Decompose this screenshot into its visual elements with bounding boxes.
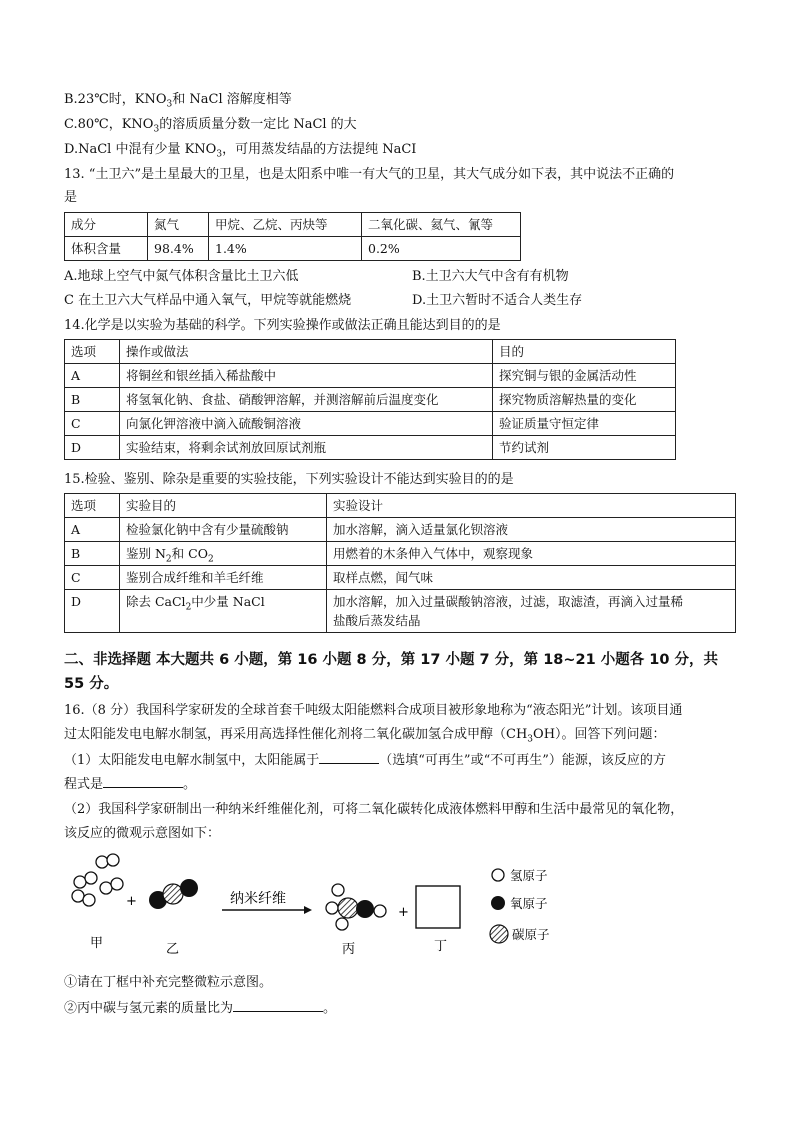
- table-cell: 探究物质溶解热量的变化: [493, 388, 676, 412]
- product-box[interactable]: [416, 886, 460, 928]
- q16-sub2: ②丙中碳与氢元素的质量比为 。: [64, 1001, 337, 1016]
- legend-carbon-icon: [490, 925, 508, 943]
- table-cell: B: [65, 388, 120, 412]
- reaction-arrow: [222, 906, 312, 914]
- answer-blank[interactable]: [319, 751, 379, 764]
- legend-hydrogen: 氢原子: [510, 868, 548, 883]
- table-cell: 实验设计: [327, 494, 736, 518]
- table-cell: C: [65, 566, 120, 590]
- legend-carbon: 碳原子: [512, 927, 550, 942]
- q16-part2: （2）我国科学家研制出一种纳米纤维催化剂，可将二氧化碳转化成液体燃料甲醇和生活中最常见的氧化物，: [64, 802, 684, 817]
- table-cell: 探究铜与银的金属活动性: [493, 364, 676, 388]
- q12-option-d: D.NaCl 中混有少量 $KNO_3$，可用蒸发结晶的方法提纯 NaCI: [64, 142, 417, 160]
- table-cell: 选项: [65, 340, 120, 364]
- table-cell: 加水溶解，加入过量碳酸钠溶液，过滤，取滤渣，再滴入过量稀 盐酸后蒸发结晶: [327, 590, 736, 633]
- table-row: [65, 518, 736, 542]
- table-cell: 将氢氧化钠、食盐、硝酸钾溶解，并测溶解前后温度变化: [120, 388, 493, 412]
- label-bing: 丙: [342, 942, 356, 957]
- table-row: [65, 213, 521, 237]
- table-cell: 鉴别合成纤维和羊毛纤维: [120, 566, 327, 590]
- q13-option-d: D.土卫六暂时不适合人类生存: [412, 293, 583, 308]
- answer-blank[interactable]: [103, 775, 183, 788]
- table-cell: 0.2%: [362, 237, 521, 261]
- molecule-carbon-dioxide: [149, 879, 198, 909]
- table-cell: B: [65, 542, 120, 566]
- table-cell: 成分: [65, 213, 148, 237]
- molecule-methanol: [326, 884, 386, 930]
- q13-stem: 13. “土卫六”是土星最大的卫星，也是太阳系中唯一有大气的卫星，其大气成分如下表，其中说法不正确的: [64, 167, 675, 182]
- label-yi: 乙: [166, 942, 180, 957]
- table-row: [65, 340, 676, 364]
- table-cell: D: [65, 436, 120, 460]
- section-heading: 二、非选择题 本大题共 6 小题，第 16 小题 8 分，第 17 小题 7 分，第 18~21 小题各 10 分，共: [64, 652, 719, 668]
- plus-sign: +: [126, 894, 137, 909]
- table-cell: 98.4%: [148, 237, 209, 261]
- table-cell: 甲烷、乙烷、丙炔等: [209, 213, 362, 237]
- q16-part1-cont: 程式是 。: [64, 777, 197, 792]
- q13-option-b: B.土卫六大气中含有有机物: [412, 269, 569, 284]
- q12-option-c: C.80℃，$KNO_3$的溶质质量分数一定比 NaCl 的大: [64, 117, 357, 135]
- q13-option-a: A.地球上空气中氮气体积含量比土卫六低: [64, 269, 299, 284]
- q16-part2-cont: 该反应的微观示意图如下：: [64, 826, 221, 841]
- q15-table: [64, 493, 736, 633]
- q13-table: [64, 212, 521, 261]
- q14-stem: 14.化学是以实验为基础的科学。下列实验操作或做法正确且能达到目的的是: [64, 318, 501, 333]
- section-heading-cont: 55 分。: [64, 676, 119, 692]
- table-cell: C: [65, 412, 120, 436]
- table-cell: 验证质量守恒定律: [493, 412, 676, 436]
- table-cell: 节约试剂: [493, 436, 676, 460]
- q16-part1: （1）太阳能发电电解水制氢中，太阳能属于 （选填“可再生”或“不可再生”）能源，该反应的方: [64, 753, 666, 768]
- table-row: [65, 364, 676, 388]
- table-row: [65, 388, 676, 412]
- table-cell: 用燃着的木条伸入气体中，观察现象: [327, 542, 736, 566]
- table-cell: 取样点燃，闻气味: [327, 566, 736, 590]
- legend-oxygen: 氧原子: [510, 896, 548, 911]
- table-cell: 选项: [65, 494, 120, 518]
- table-cell: 体积含量: [65, 237, 148, 261]
- table-cell: 实验结束，将剩余试剂放回原试剂瓶: [120, 436, 493, 460]
- table-cell: 操作或做法: [120, 340, 493, 364]
- plus-sign: +: [398, 905, 409, 920]
- table-cell: 向氯化钾溶液中滴入硫酸铜溶液: [120, 412, 493, 436]
- q16-intro: 16.（8 分）我国科学家研发的全球首套千吨级太阳能燃料合成项目被形象地称为“液态阳光”计划。该项目通: [64, 703, 683, 718]
- table-cell: 除去 CaCl$_2$中少量 NaCl: [120, 590, 327, 633]
- q13-stem-cont: 是: [64, 190, 78, 205]
- table-cell: A: [65, 364, 120, 388]
- answer-blank[interactable]: [233, 999, 323, 1012]
- table-row: [65, 494, 736, 518]
- table-cell: 加水溶解，滴入适量氯化钡溶液: [327, 518, 736, 542]
- q12-option-b: B.23℃时，$KNO_3$和 NaCl 溶解度相等: [64, 92, 292, 110]
- table-row: [65, 237, 521, 261]
- table-cell: 二氧化碳、氦气、氰等: [362, 213, 521, 237]
- table-row: [65, 436, 676, 460]
- q16-intro-cont: 过太阳能发电电解水制氢，再采用高选择性催化剂将二氧化碳加氢合成甲醇$(CH_3OH)$。回答下列问题：: [64, 727, 666, 745]
- reaction-diagram: [60, 850, 580, 960]
- table-cell: A: [65, 518, 120, 542]
- table-row: [65, 590, 736, 633]
- table-cell: D: [65, 590, 120, 633]
- table-cell: 检验氯化钠中含有少量硫酸钠: [120, 518, 327, 542]
- q15-stem: 15.检验、鉴别、除杂是重要的实验技能，下列实验设计不能达到实验目的的是: [64, 472, 514, 487]
- table-cell: 氮气: [148, 213, 209, 237]
- table-cell: 将铜丝和银丝插入稀盐酸中: [120, 364, 493, 388]
- legend-oxygen-icon: [491, 896, 505, 910]
- table-row: [65, 566, 736, 590]
- table-cell: 实验目的: [120, 494, 327, 518]
- table-cell: 鉴别 $N_2$和 $CO_2$: [120, 542, 327, 566]
- label-jia: 甲: [90, 936, 104, 951]
- q13-option-c: C 在土卫六大气样品中通入氧气，甲烷等就能燃烧: [64, 293, 352, 308]
- table-row: [65, 542, 736, 566]
- label-ding: 丁: [434, 939, 448, 954]
- q14-table: [64, 339, 676, 460]
- legend-hydrogen-icon: [492, 869, 504, 881]
- catalyst-label: 纳米纤维: [230, 891, 286, 907]
- table-row: [65, 412, 676, 436]
- table-cell: 1.4%: [209, 237, 362, 261]
- molecule-hydrogen-group: [72, 854, 123, 906]
- q16-sub1: ①请在丁框中补充完整微粒示意图。: [64, 975, 273, 990]
- table-cell: 目的: [493, 340, 676, 364]
